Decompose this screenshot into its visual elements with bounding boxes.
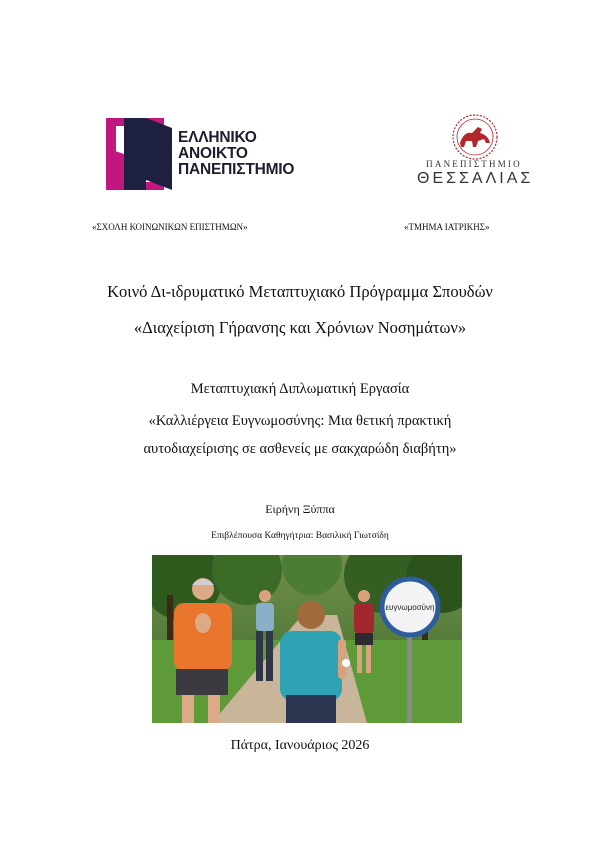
uth-name-line1: ΠΑΝΕΠΙΣΤΗΜΙΟ (426, 159, 522, 169)
sign-text: ευγνωμοσύνη (385, 603, 435, 612)
eap-line-1: ΕΛΛΗΝΙΚΟ (178, 129, 257, 146)
place-date: Πάτρα, Ιανουάριος 2026 (230, 738, 370, 753)
school-label: «ΣΧΟΛΗ ΚΟΙΝΩΝΙΚΩΝ ΕΠΙΣΤΗΜΩΝ» (92, 222, 248, 232)
thesis-title-line2: αυτοδιαχείρισης σε ασθενείς με σακχαρώδη διαβήτη» (143, 441, 457, 457)
thesis-type: Μεταπτυχιακή Διπλωματική Εργασία (190, 381, 410, 397)
eap-logo-text (178, 130, 294, 178)
author-name: Ειρήνη Ξύππα (265, 502, 335, 516)
program-title: Κοινό Δι-ιδρυματικό Μεταπτυχιακό Πρόγραμμα Σπουδών (107, 282, 493, 301)
uth-name-line2: ΘΕΣΣΑΛΙΑΣ (417, 170, 534, 187)
department-label: «ΤΜΗΜΑ ΙΑΤΡΙΚΗΣ» (404, 222, 490, 232)
program-subtitle: «Διαχείριση Γήρανσης και Χρόνιων Νοσημάτων» (133, 318, 467, 337)
thesis-title-line1: «Καλλιέργεια Ευγνωμοσύνης: Μια θετική πρακτική (148, 413, 452, 429)
supervisor-name: Επιβλέπουσα Καθηγήτρια: Βασιλική Γιωτσίδη (211, 531, 389, 541)
cover-photo (152, 555, 462, 723)
eap-line-2: ΑΝΟΙΚΤΟ (178, 145, 248, 162)
eap-line-3: ΠΑΝΕΠΙΣΤΗΜΙΟ (178, 161, 295, 178)
